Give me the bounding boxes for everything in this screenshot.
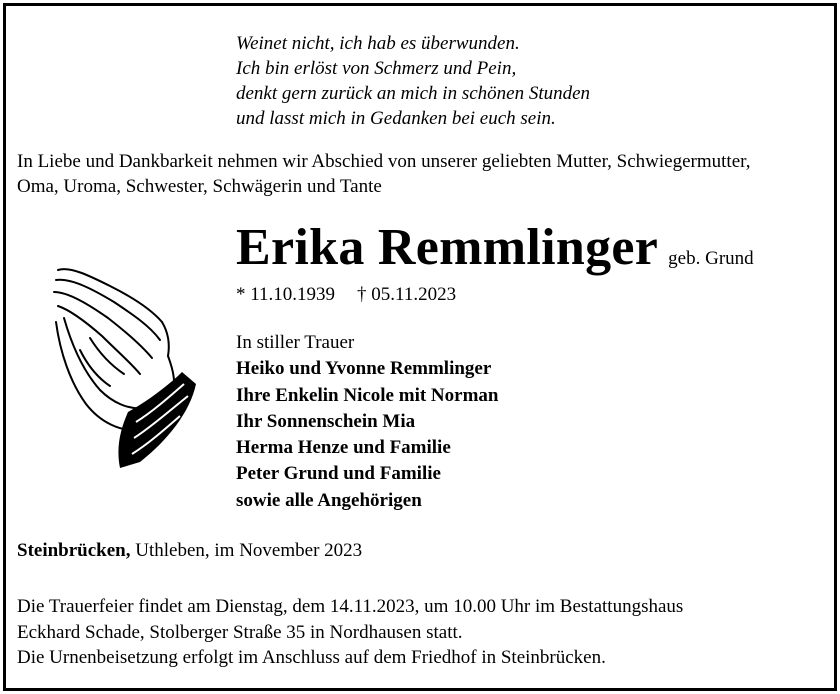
life-dates (236, 284, 456, 306)
name-line (236, 218, 754, 277)
mourner-name: Herma Henze und Familie (236, 437, 451, 459)
funeral-details (17, 594, 683, 671)
mourner-name: Ihre Enkelin Nicole mit Norman (236, 384, 499, 406)
intro-text (17, 149, 750, 199)
birth-date: * 11.10.1939 (236, 284, 336, 305)
intro-line: In Liebe und Dankbarkeit nehmen wir Abschied von unserer geliebten Mutter, Schwiegermutter, (17, 151, 751, 172)
details-line: Eckhard Schade, Stolberger Straße 35 in Nordhausen statt. (17, 621, 463, 643)
mourner-name: sowie alle Angehörigen (236, 489, 422, 511)
place-town: Steinbrücken, (17, 540, 131, 561)
maiden-name: geb. Grund (668, 248, 754, 269)
mourners-heading: In stiller Trauer (236, 332, 355, 353)
details-line: Die Trauerfeier findet am Dienstag, dem 14.11.2023, um 10.00 Uhr im Bestattungshaus (17, 596, 684, 617)
praying-hands-icon (50, 262, 200, 472)
mourners-block (236, 330, 498, 514)
poem-line: denkt gern zurück an mich in schönen Stunden (236, 83, 591, 104)
mourner-name: Heiko und Yvonne Remmlinger (236, 358, 492, 380)
poem-line: und lasst mich in Gedanken bei euch sein. (236, 108, 556, 129)
deceased-name: Erika Remmlinger (236, 219, 659, 276)
details-line: Die Urnenbeisetzung erfolgt im Anschluss auf dem Friedhof in Steinbrücken. (17, 647, 606, 668)
poem-line: Weinet nicht, ich hab es überwunden. (236, 33, 520, 54)
place-rest: Uthleben, im November 2023 (130, 540, 363, 561)
place-and-date (17, 540, 362, 562)
poem (236, 31, 590, 131)
intro-line: Oma, Uroma, Schwester, Schwägerin und Tante (17, 176, 382, 197)
mourner-name: Ihr Sonnenschein Mia (236, 410, 416, 432)
poem-line: Ich bin erlöst von Schmerz und Pein, (236, 58, 517, 79)
mourner-name: Peter Grund und Familie (236, 463, 441, 485)
death-date: † 05.11.2023 (357, 284, 457, 305)
